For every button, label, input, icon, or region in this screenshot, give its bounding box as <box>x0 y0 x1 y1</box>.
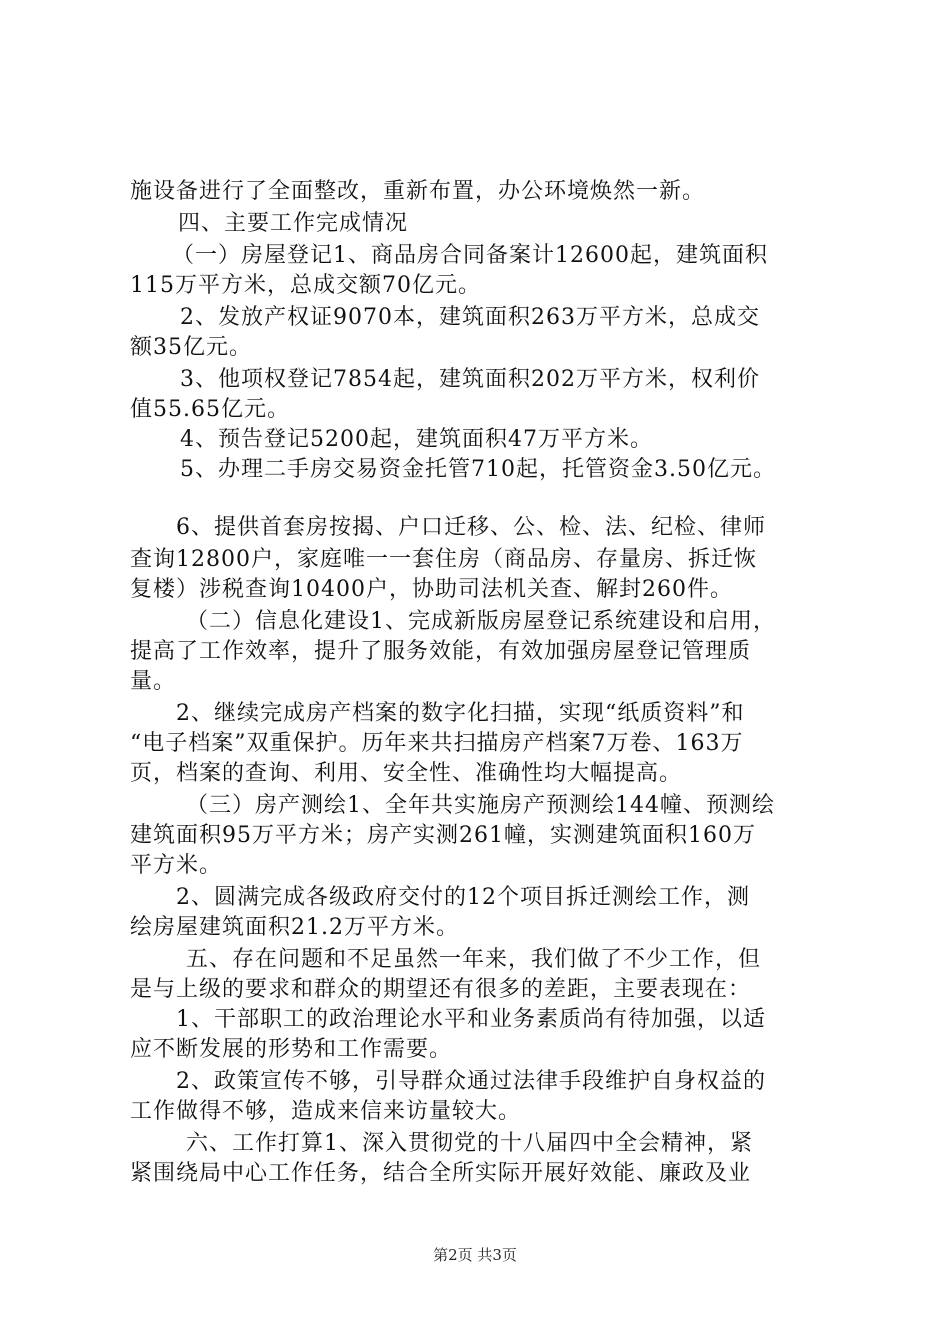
text-line: 绘房屋建筑面积21.2万平方米。 <box>130 915 459 940</box>
section-heading: 四、主要工作完成情况 <box>178 211 409 236</box>
text-line: （一）房屋登记1、商品房合同备案计12600起，建筑面积 <box>172 243 768 268</box>
text-line: 值55.65亿元。 <box>130 397 290 422</box>
text-line: 紧围绕局中心工作任务，结合全所实际开展好效能、廉政及业 <box>130 1161 752 1186</box>
text-line: 提高了工作效率，提升了服务效能，有效加强房屋登记管理质 <box>130 639 752 664</box>
text-line: （二）信息化建设1、完成新版房屋登记系统建设和启用， <box>186 609 776 634</box>
text-line: 1、干部职工的政治理论水平和业务素质尚有待加强，以适 <box>176 1007 766 1032</box>
text-line: 2、继续完成房产档案的数字化扫描，实现“纸质资料”和 <box>176 701 745 726</box>
text-line: 2、圆满完成各级政府交付的12个项目拆迁测绘工作，测 <box>176 885 750 910</box>
text-line: 2、发放产权证9070本，建筑面积263万平方米，总成交 <box>180 305 760 330</box>
text-line: “电子档案”双重保护。历年来共扫描房产档案7万卷、163万 <box>130 731 744 756</box>
text-line: 115万平方米，总成交额70亿元。 <box>130 273 481 298</box>
text-line: 4、预告登记5200起，建筑面积47万平方米。 <box>180 427 653 452</box>
text-line: 是与上级的要求和群众的期望还有很多的差距，主要表现在： <box>130 977 752 1002</box>
text-line: 页，档案的查询、利用、安全性、准确性均大幅提高。 <box>130 761 683 786</box>
text-line: 5、办理二手房交易资金托管710起，托管资金3.50亿元。 <box>180 457 776 482</box>
text-line: 额35亿元。 <box>130 335 252 360</box>
text-line: 平方米。 <box>130 853 223 878</box>
text-line: 复楼）涉税查询10400户，协助司法机关查、解封260件。 <box>130 577 733 602</box>
text-line: 建筑面积95万平方米；房产实测261幢，实测建筑面积160万 <box>130 823 756 848</box>
text-line: 3、他项权登记7854起，建筑面积202万平方米，权利价 <box>180 367 760 392</box>
text-line: 五、存在问题和不足虽然一年来，我们做了不少工作，但 <box>186 947 762 972</box>
text-line: 施设备进行了全面整改，重新布置，办公环境焕然一新。 <box>130 179 706 204</box>
text-line: 六、工作打算1、深入贯彻党的十八届四中全会精神，紧 <box>186 1131 753 1156</box>
text-line: 应不断发展的形势和工作需要。 <box>130 1037 453 1062</box>
page-number: 第2页 共3页 <box>433 1246 517 1264</box>
text-line: 工作做得不够，造成来信来访量较大。 <box>130 1099 522 1124</box>
text-line: 2、政策宣传不够，引导群众通过法律手段维护自身权益的 <box>176 1069 766 1094</box>
text-line: （三）房产测绘1、全年共实施房产预测绘144幢、预测绘 <box>186 793 775 818</box>
text-line: 量。 <box>130 669 177 694</box>
text-line: 6、提供首套房按揭、户口迁移、公、检、法、纪检、律师 <box>176 515 766 540</box>
text-line: 查询12800户，家庭唯一一套住房（商品房、存量房、拆迁恢 <box>130 547 757 572</box>
